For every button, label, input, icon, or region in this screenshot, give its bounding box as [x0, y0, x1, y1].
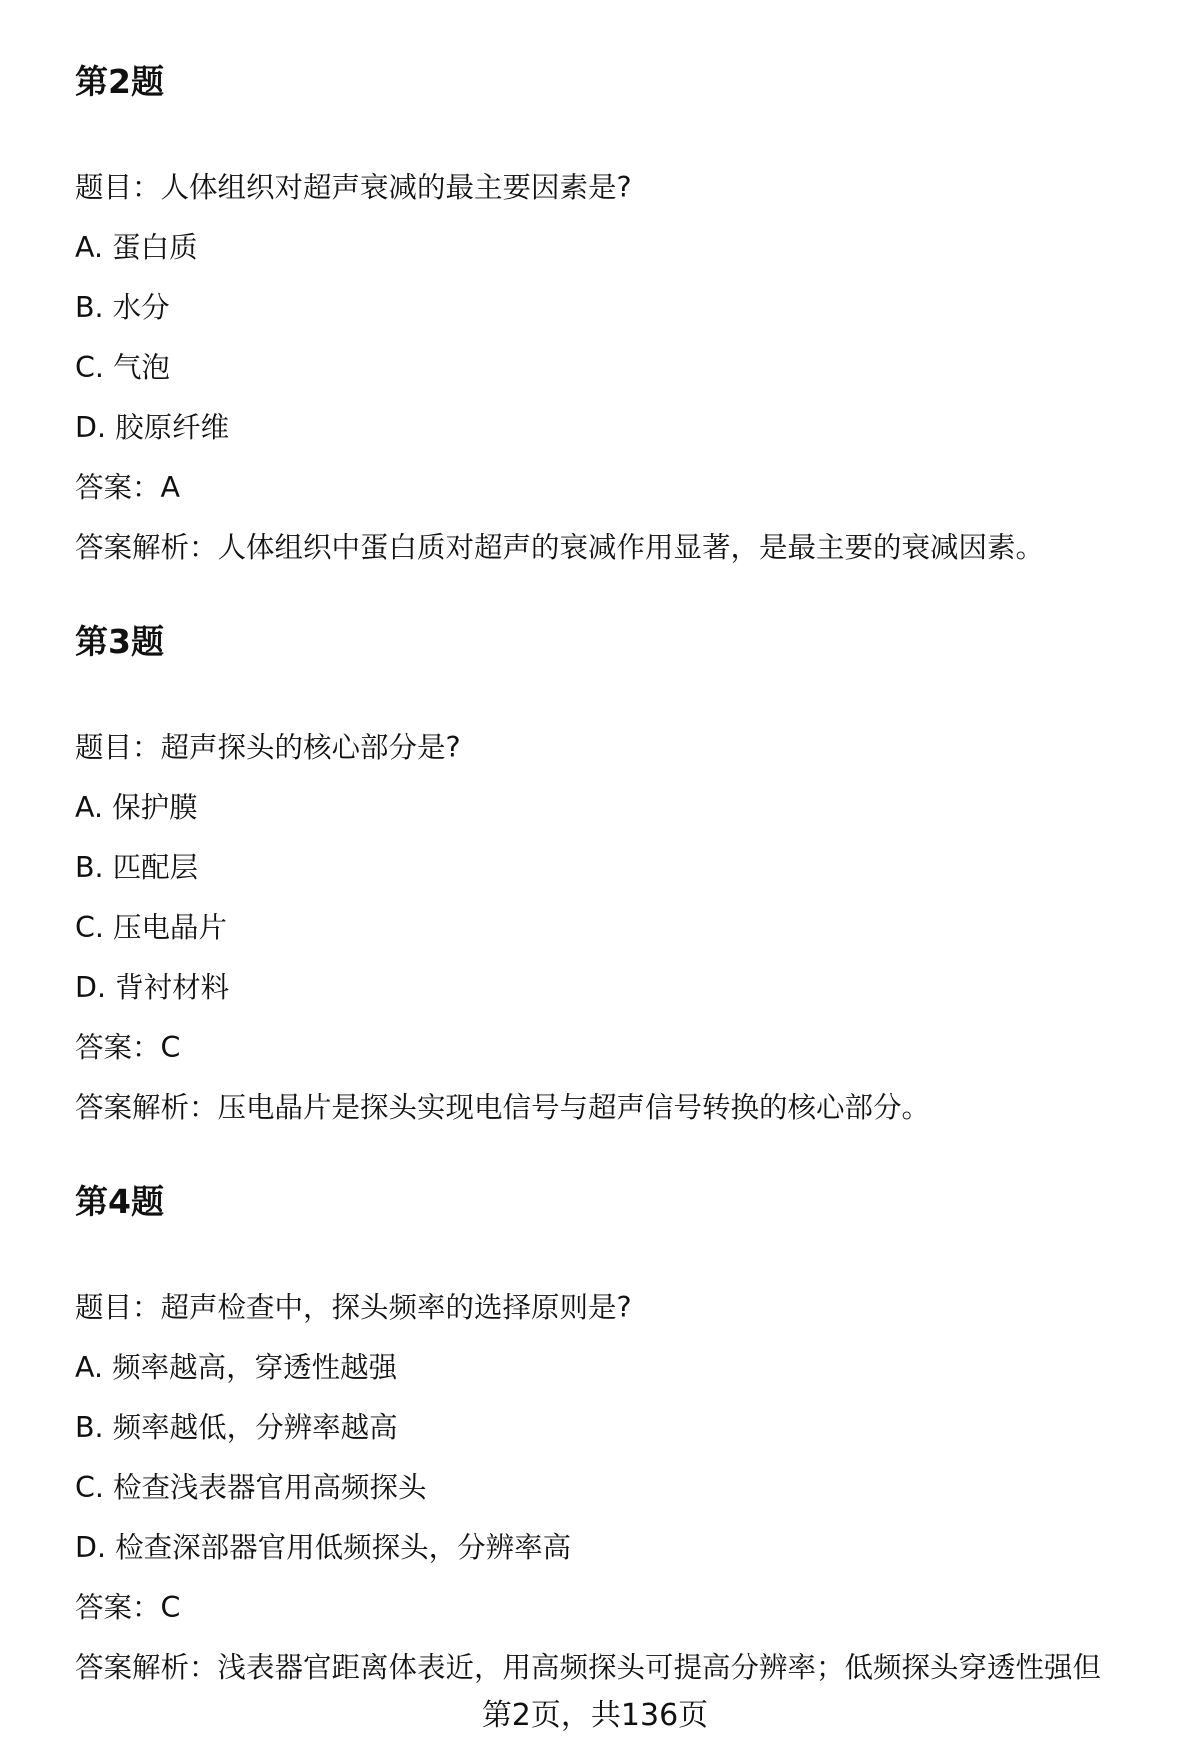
option-b: B. 频率越低，分辨率越高 — [75, 1411, 398, 1444]
page-number: 第2页，共136页 — [481, 1698, 709, 1733]
option-b: B. 水分 — [75, 291, 170, 324]
option-c: C. 检查浅表器官用高频探头 — [75, 1471, 427, 1504]
answer: 答案：C — [75, 1031, 181, 1064]
option-a: A. 蛋白质 — [75, 231, 198, 264]
question-stem: 题目：超声检查中，探头频率的选择原则是? — [75, 1291, 632, 1324]
question-stem: 题目：超声探头的核心部分是? — [75, 731, 461, 764]
answer-explanation: 答案解析：人体组织中蛋白质对超声的衰减作用显著，是最主要的衰减因素。 — [75, 531, 1045, 564]
option-a: A. 频率越高，穿透性越强 — [75, 1351, 398, 1384]
answer: 答案：A — [75, 471, 180, 504]
answer-explanation: 答案解析：浅表器官距离体表近，用高频探头可提高分辨率；低频探头穿透性强但 — [75, 1651, 1102, 1684]
question-block — [75, 620, 1165, 1128]
option-a: A. 保护膜 — [75, 791, 198, 824]
question-title: 第2题 — [75, 62, 164, 101]
answer: 答案：C — [75, 1591, 181, 1624]
question-stem: 题目：人体组织对超声衰减的最主要因素是? — [75, 171, 632, 204]
question-title: 第3题 — [75, 622, 164, 661]
option-c: C. 压电晶片 — [75, 911, 228, 944]
question-block — [75, 60, 1165, 568]
option-d: D. 背衬材料 — [75, 971, 230, 1004]
option-d: D. 胶原纤维 — [75, 411, 230, 444]
option-c: C. 气泡 — [75, 351, 171, 384]
option-d: D. 检查深部器官用低频探头，分辨率高 — [75, 1531, 572, 1564]
question-title: 第4题 — [75, 1182, 164, 1221]
answer-explanation: 答案解析：压电晶片是探头实现电信号与超声信号转换的核心部分。 — [75, 1091, 931, 1124]
question-block — [75, 1180, 1165, 1688]
option-b: B. 匹配层 — [75, 851, 199, 884]
